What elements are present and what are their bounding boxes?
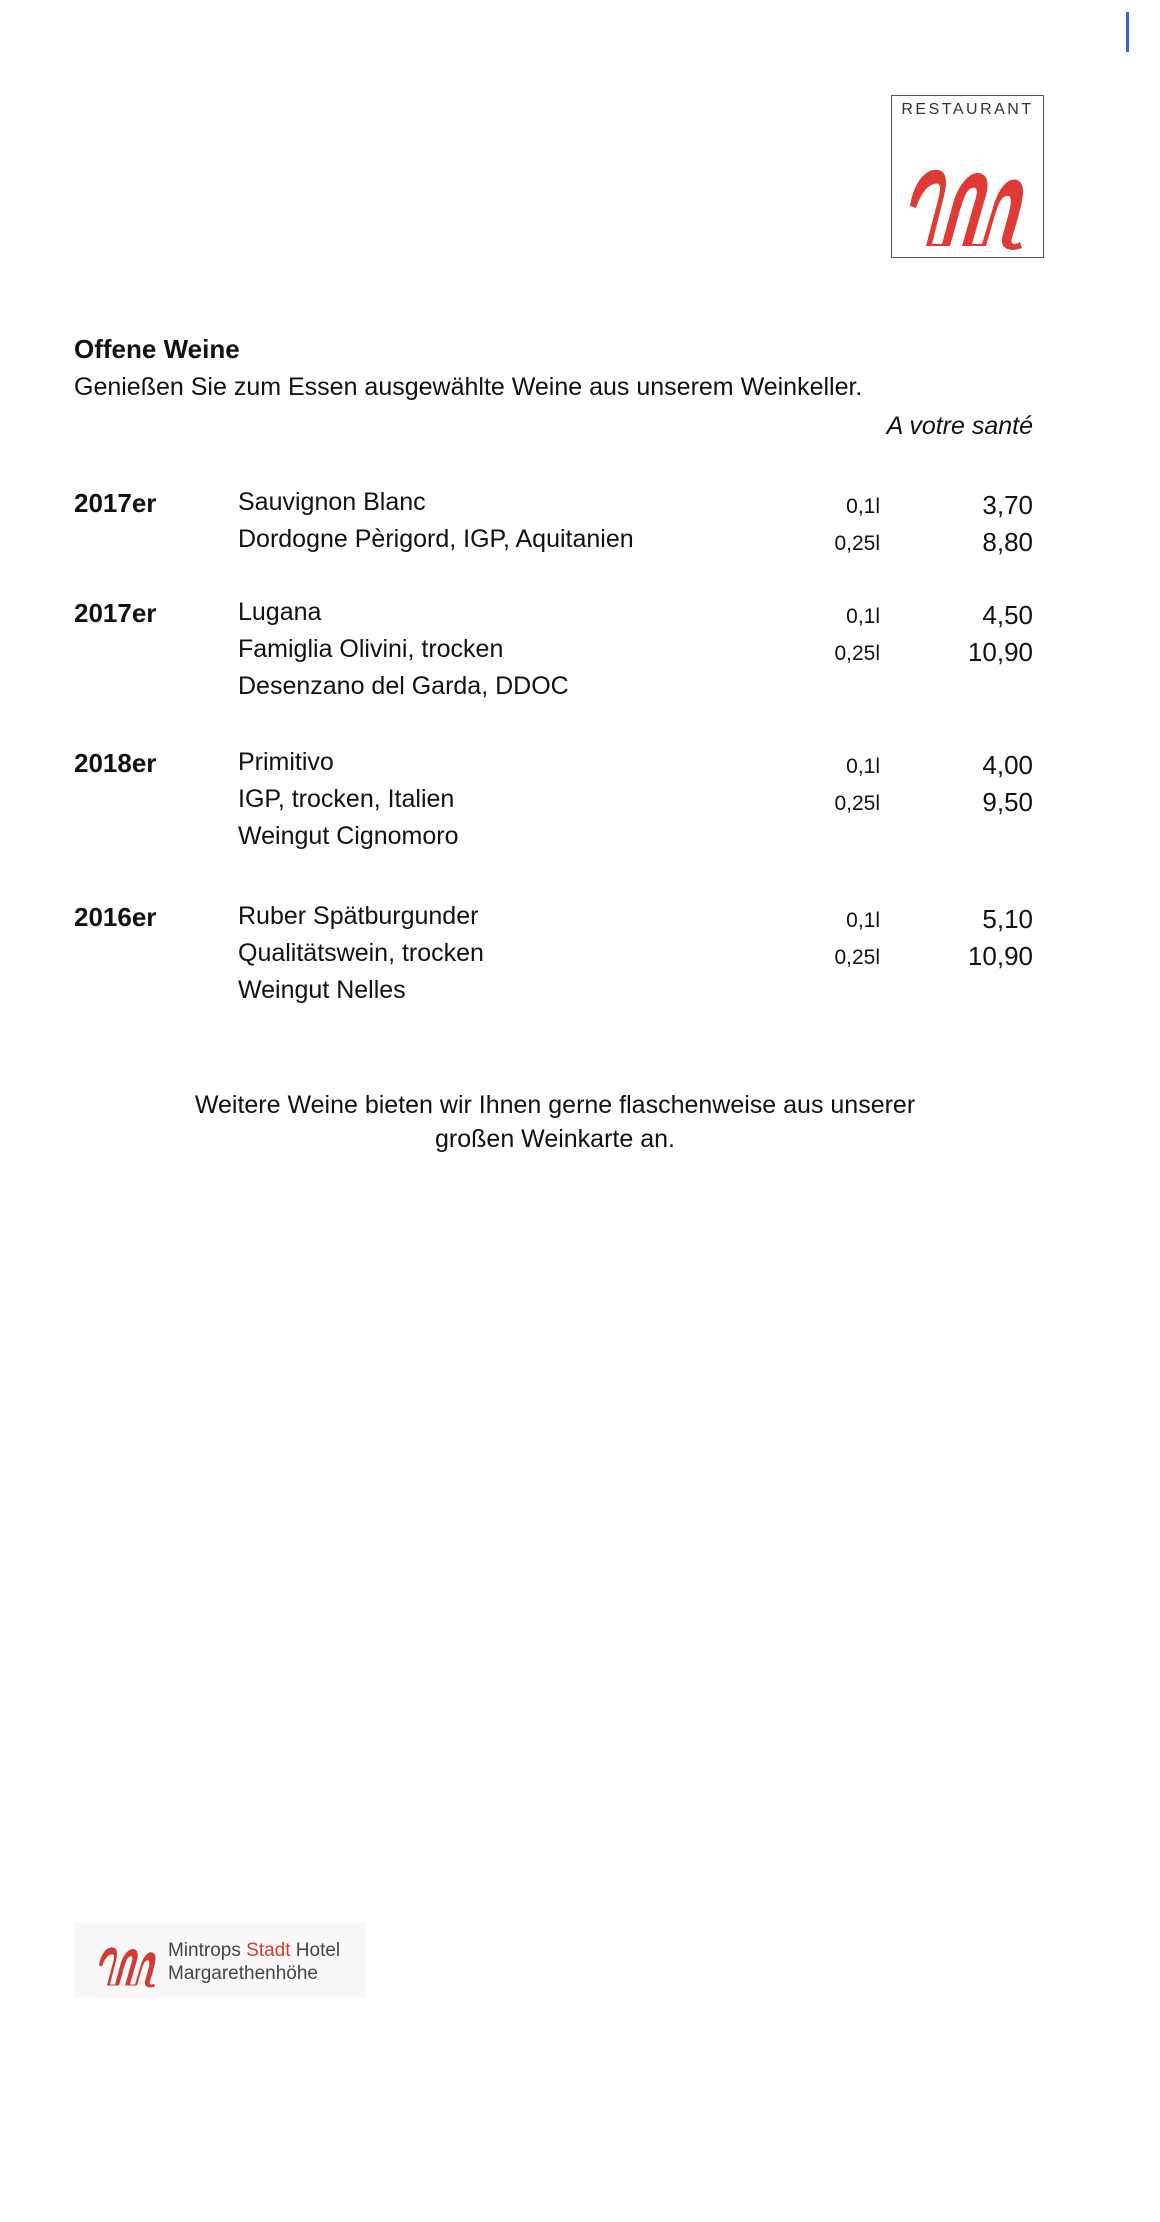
hotel-name-part1: Mintrops: [168, 1940, 247, 1961]
wine-price-small: 3,70: [982, 490, 1033, 520]
wine-item: [0, 598, 1160, 718]
wine-volume-large: 0,25l: [834, 946, 880, 969]
wine-producer: Weingut Nelles: [238, 976, 406, 1004]
wine-name: Sauvignon Blanc: [238, 488, 426, 516]
wine-year: 2016er: [74, 902, 157, 932]
wine-name: Ruber Spätburgunder: [238, 902, 479, 930]
wine-producer: Desenzano del Garda, DDOC: [238, 672, 569, 700]
wine-price-large: 8,80: [982, 527, 1033, 557]
wine-price-small: 5,10: [982, 904, 1033, 934]
wine-price-large: 9,50: [982, 787, 1033, 817]
wine-origin: Dordogne Pèrigord, IGP, Aquitanien: [238, 525, 634, 553]
footer-note-line1: Weitere Weine bieten wir Ihnen gerne flaschenweise aus unserer: [194, 1091, 916, 1119]
hotel-name: [168, 1940, 340, 1962]
wine-price-small: 4,00: [982, 750, 1033, 780]
intro-text: Genießen Sie zum Essen ausgewählte Weine aus unserem Weinkeller.: [74, 373, 863, 401]
wine-item: [0, 488, 1160, 608]
hotel-location: Margarethenhöhe: [168, 1963, 318, 1984]
hotel-logo: [74, 1922, 366, 1998]
wine-volume-small: 0,1l: [846, 909, 880, 932]
wine-origin: Famiglia Olivini, trocken: [238, 635, 504, 663]
wine-volume-large: 0,25l: [834, 532, 880, 555]
wine-price-small: 4,50: [982, 600, 1033, 630]
wine-volume-small: 0,1l: [846, 755, 880, 778]
footer-note: [120, 1088, 990, 1156]
wine-year: 2017er: [74, 598, 157, 628]
wine-name: Lugana: [238, 598, 322, 626]
footer-note-line2: großen Weinkarte an.: [435, 1125, 675, 1153]
sante-text: A votre santé: [886, 412, 1033, 440]
wine-volume-large: 0,25l: [834, 792, 880, 815]
page-title: Offene Weine: [74, 334, 240, 364]
page-edge-marker: [1126, 12, 1129, 52]
wine-item: [0, 748, 1160, 868]
wine-volume-small: 0,1l: [846, 605, 880, 628]
wine-item: [0, 902, 1160, 1022]
wine-year: 2018er: [74, 748, 157, 778]
restaurant-logo: [891, 95, 1044, 258]
restaurant-logo-label: RESTAURANT: [901, 101, 1034, 118]
wine-producer: Weingut Cignomoro: [238, 822, 459, 850]
m-logo-icon: [904, 156, 1032, 250]
hotel-name-part3: Hotel: [290, 1940, 341, 1961]
m-logo-icon: [96, 1940, 160, 1988]
wine-name: Primitivo: [238, 748, 334, 776]
wine-year: 2017er: [74, 488, 157, 518]
wine-origin: IGP, trocken, Italien: [238, 785, 455, 813]
wine-volume-large: 0,25l: [834, 642, 880, 665]
wine-price-large: 10,90: [967, 941, 1033, 971]
hotel-name-part2: Stadt: [246, 1940, 291, 1961]
wine-price-large: 10,90: [967, 637, 1033, 667]
wine-origin: Qualitätswein, trocken: [238, 939, 484, 967]
wine-volume-small: 0,1l: [846, 495, 880, 518]
